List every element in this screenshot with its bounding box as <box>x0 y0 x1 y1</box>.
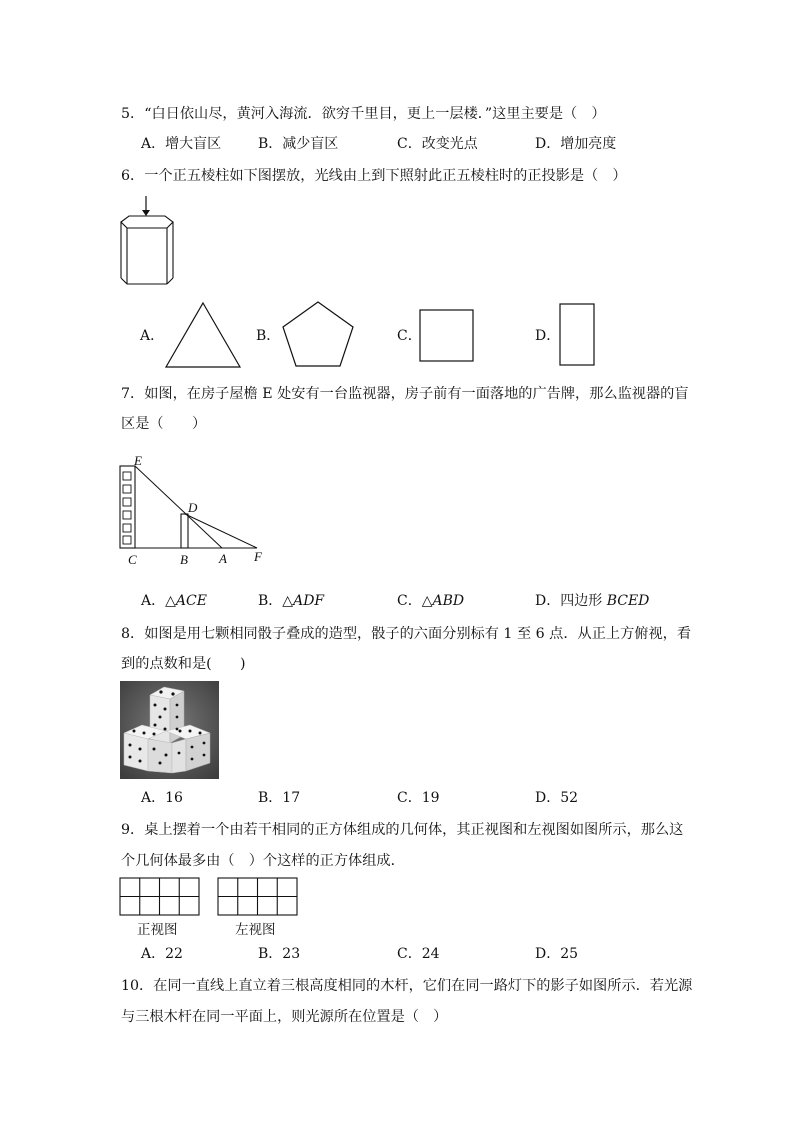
q7-option-a[interactable] <box>141 591 207 611</box>
q7-stem-line1: 7．如图，在房子屋檐 E 处安有一台监视器，房子前有一面落地的广告牌，那么监视器的盲 <box>121 386 689 402</box>
option-letters: BCED <box>606 593 650 609</box>
label-d: D <box>188 500 198 515</box>
q8-stem-line2: 到的点数和是( ) <box>121 656 246 672</box>
q5-option-a[interactable]: A．增大盲区 <box>141 136 222 152</box>
house-sign-figure <box>115 450 275 570</box>
q8-stem-line1: 8．如图是用七颗相同骰子叠成的造型，骰子的六面分别标有 1 至 6 点．从正上方俯视，看 <box>121 626 692 642</box>
q5-option-b[interactable]: B．减少盲区 <box>258 136 339 152</box>
q10-stem-line1: 10．在同一直线上直立着三根高度相同的木杆，它们在同一路灯下的影子如图所示．若光源 <box>121 978 693 994</box>
q9-option-d[interactable]: D．25 <box>535 946 579 962</box>
left-view-grid <box>217 876 299 918</box>
q7-option-c[interactable] <box>397 591 464 611</box>
option-prefix: A． <box>141 593 166 609</box>
q7-stem-line2: 区是（ ） <box>121 416 207 432</box>
q8-option-c[interactable]: C．19 <box>397 790 440 806</box>
triangle-symbol: △ <box>421 593 433 609</box>
q8-option-a[interactable]: A．16 <box>141 790 183 806</box>
option-prefix: B． <box>258 593 283 609</box>
option-letters: ACE <box>175 593 207 609</box>
option-prefix: C． <box>397 593 422 609</box>
q5-stem: 5．“白日依山尽，黄河入海流．欲穷千里目，更上一层楼．”这里主要是（ ） <box>121 106 606 122</box>
front-view-label: 正视图 <box>137 922 178 938</box>
q9-stem-line1: 9．桌上摆着一个由若干相同的正方体组成的几何体，其正视图和左视图如图所示，那么这 <box>121 822 684 838</box>
q10-stem-line2: 与三根木杆在同一平面上，则光源所在位置是（ ） <box>121 1009 448 1025</box>
q6-option-a[interactable]: A． <box>140 328 165 344</box>
q5-option-c[interactable]: C．改变光点 <box>397 136 478 152</box>
square-shape <box>418 308 476 364</box>
q9-stem-line2: 个几何体最多由（ ）个这样的正方体组成． <box>121 853 405 869</box>
q8-option-d[interactable]: D．52 <box>535 790 579 806</box>
label-a: A <box>219 551 227 566</box>
q7-option-d[interactable] <box>535 591 649 611</box>
triangle-symbol: △ <box>165 593 176 609</box>
option-prefix: D． <box>535 593 561 609</box>
option-letters: ADF <box>293 593 325 609</box>
q9-option-c[interactable]: C．24 <box>397 946 440 962</box>
q6-option-d[interactable]: D． <box>535 328 561 344</box>
left-view-label: 左视图 <box>235 922 276 938</box>
triangle-symbol: △ <box>282 593 294 609</box>
front-view-grid <box>119 876 201 918</box>
pentagonal-prism-figure <box>112 194 184 288</box>
q5-option-d[interactable]: D．增加亮度 <box>535 136 617 152</box>
triangle-shape <box>162 300 244 370</box>
q6-option-b[interactable]: B． <box>256 328 281 344</box>
pentagon-shape <box>278 298 358 370</box>
label-e: E <box>134 453 142 468</box>
dice-photo <box>120 681 219 779</box>
q6-option-c[interactable]: C． <box>397 328 422 344</box>
label-f: F <box>254 549 262 564</box>
option-letters: ABD <box>432 593 465 609</box>
q9-option-b[interactable]: B．23 <box>258 946 301 962</box>
label-b: B <box>180 552 188 567</box>
label-c: C <box>128 552 137 567</box>
q7-option-b[interactable] <box>258 591 324 611</box>
q9-option-a[interactable]: A．22 <box>141 946 183 962</box>
q8-option-b[interactable]: B．17 <box>258 790 301 806</box>
q6-stem: 6．一个正五棱柱如下图摆放，光线由上到下照射此正五棱柱时的正投影是（ ） <box>121 168 627 184</box>
rectangle-shape <box>558 302 598 368</box>
quadrilateral-word: 四边形 <box>560 593 607 609</box>
